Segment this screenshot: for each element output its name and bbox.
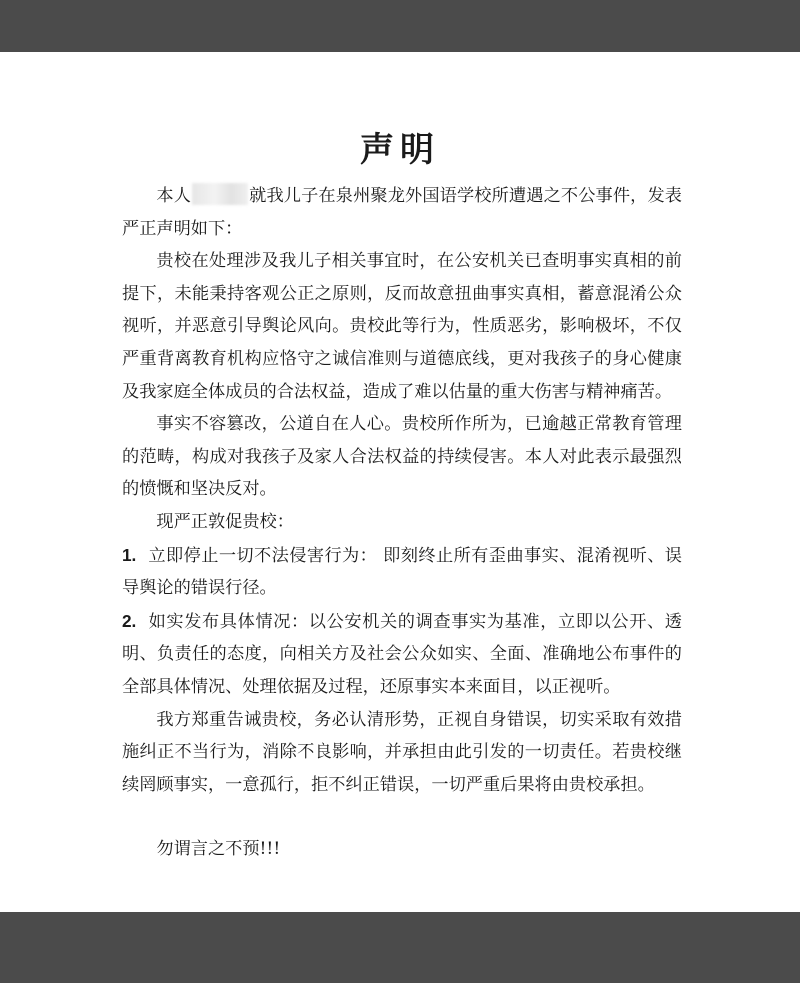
paragraph-1: 贵校在处理涉及我儿子相关事宜时，在公安机关已查明事实真相的前提下，未能秉持客观公正之原则，反而故意扭曲事实真相，蓄意混淆公众视听，并恶意引导舆论风向。贵校此等行为，性质恶劣，影响极坏，不仅严重背离教育机构应恪守之诚信准则与道德底线，更对我孩子的身心健康及我家庭全体成员的合法权益，造成了难以估量的重大伤害与精神痛苦。 bbox=[122, 251, 682, 402]
paragraph-3: 我方郑重告诫贵校，务必认清形势，正视自身错误，切实采取有效措施纠正不当行为，消除不良影响，并承担由此引发的一切责任。若贵校继续罔顾事实，一意孤行，拒不纠正错误，一切严重后果将由贵校承担。 bbox=[122, 709, 682, 795]
bottom-letterbox-bar bbox=[0, 912, 800, 983]
intro-text-after: 就我儿子在泉州聚龙外国语学校所遭遇之不公事件，发表严正声明如下： bbox=[122, 186, 682, 239]
intro-text-before: 本人 bbox=[156, 186, 192, 206]
demand-item-number: 2. bbox=[122, 610, 137, 631]
redacted-name-blur bbox=[192, 183, 248, 205]
demand-item-number: 1. bbox=[122, 544, 137, 565]
document-body bbox=[122, 180, 682, 866]
demand-intro: 现严正敦促贵校： bbox=[156, 511, 294, 532]
top-letterbox-bar bbox=[0, 0, 800, 52]
paragraph-2: 事实不容篡改，公道自在人心。贵校所作所为，已逾越正常教育管理的范畴，构成对我孩子及家人合法权益的持续侵害。本人对此表示最强烈的愤慨和坚决反对。 bbox=[122, 414, 682, 500]
demand-item-1 bbox=[122, 539, 682, 605]
document-page bbox=[0, 52, 800, 912]
demand-item-2 bbox=[122, 605, 682, 704]
document-title: 声明 bbox=[360, 130, 440, 170]
intro-paragraph bbox=[122, 180, 682, 245]
demand-item-text: 如实发布具体情况：以公安机关的调查事实为基准，立即以公开、透明、负责任的态度，向相关方及社会公众如实、全面、准确地公布事件的全部具体情况、处理依据及过程，还原事实本来面目，以正视听。 bbox=[122, 611, 682, 697]
demand-item-text: 立即停止一切不法侵害行为： 即刻终止所有歪曲事实、混淆视听、误导舆论的错误行径。 bbox=[122, 545, 682, 599]
closing-line: 勿谓言之不预!!! bbox=[156, 839, 281, 860]
